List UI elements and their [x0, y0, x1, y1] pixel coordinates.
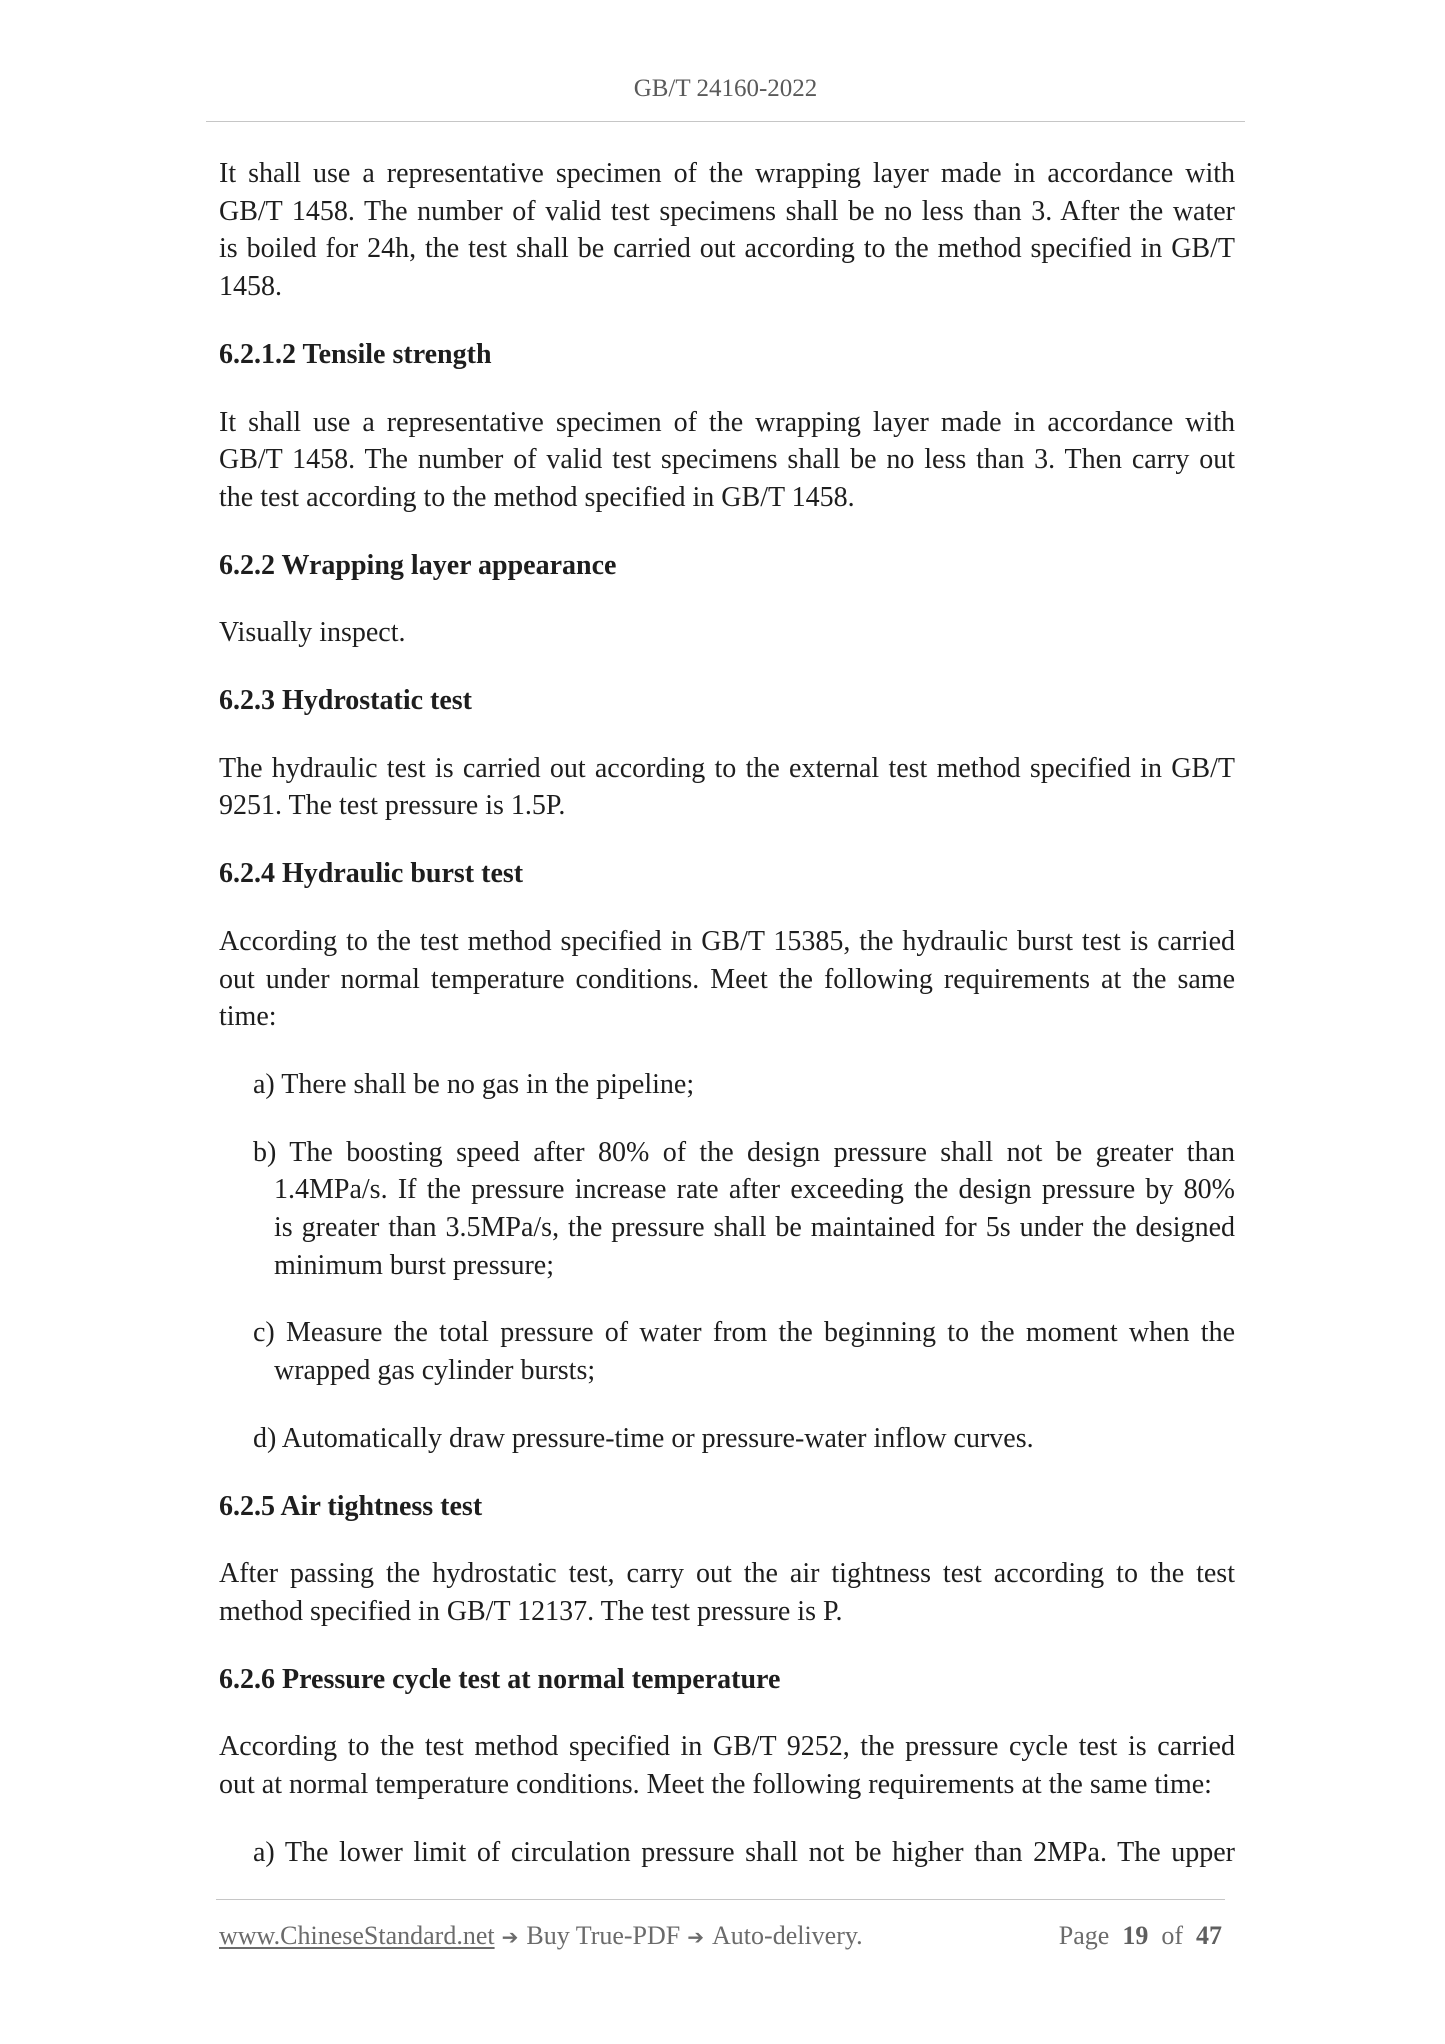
paragraph [219, 614, 1235, 652]
text-line: GB/T 1458. The number of valid test specimens shall be no less than 3. After the water [219, 195, 1235, 227]
text-line: GB/T 1458. The number of valid test specimens shall be no less than 3. Then carry out [219, 444, 1235, 476]
text-line: minimum burst pressure; [274, 1249, 554, 1281]
paragraph [219, 1555, 1235, 1630]
text-line: 1.4MPa/s. If the pressure increase rate after exceeding the design pressure by 80% [274, 1174, 1235, 1206]
buy-pdf-text: Buy True-PDF [526, 1921, 681, 1950]
text-line: is boiled for 24h, the test shall be carried out according to the method specified in GB/T [219, 233, 1235, 265]
text-line: c) Measure the total pressure of water from the beginning to the moment when the [253, 1317, 1235, 1349]
paragraph [219, 1728, 1235, 1803]
text-line: Visually inspect. [219, 617, 406, 649]
text-line: It shall use a representative specimen of the wrapping layer made in accordance with [219, 406, 1235, 438]
text-line: out under normal temperature conditions. Meet the following requirements at the same [219, 963, 1235, 995]
text-line: a) There shall be no gas in the pipeline; [253, 1068, 695, 1100]
paragraph [219, 923, 1235, 1036]
of-label: of [1161, 1921, 1183, 1950]
text-line: method specified in GB/T 12137. The test pressure is P. [219, 1595, 843, 1627]
section-heading-6-2-4: 6.2.4 Hydraulic burst test [219, 858, 524, 890]
paragraph [219, 404, 1235, 517]
section-heading-6-2-2: 6.2.2 Wrapping layer appearance [219, 549, 617, 581]
text-line: It shall use a representative specimen of the wrapping layer made in accordance with [219, 158, 1235, 189]
text-line: After passing the hydrostatic test, carry out the air tightness test according to the test [219, 1558, 1235, 1590]
total-pages: 47 [1196, 1921, 1222, 1950]
footer-promo [219, 1917, 863, 1955]
list-item-a [253, 1834, 1235, 1872]
text-line: According to the test method specified in GB/T 15385, the hydraulic burst test is carried [219, 925, 1235, 957]
text-line: b) The boosting speed after 80% of the design pressure shall not be greater than [253, 1136, 1235, 1168]
list-item-b [253, 1134, 1235, 1285]
text-line: 9251. The test pressure is 1.5P. [219, 790, 566, 822]
page-number [1059, 1917, 1222, 1955]
list-item-a [253, 1066, 1235, 1104]
arrow-right-icon: ➔ [501, 1925, 519, 1949]
text-line: out at normal temperature conditions. Meet the following requirements at the same time: [219, 1769, 1212, 1801]
list-item-d [253, 1420, 1235, 1458]
current-page: 19 [1122, 1921, 1149, 1950]
text-line: is greater than 3.5MPa/s, the pressure shall be maintained for 5s under the designed [274, 1212, 1235, 1244]
section-heading-6-2-6: 6.2.6 Pressure cycle test at normal temperature [219, 1663, 781, 1695]
text-line: time: [219, 1001, 277, 1033]
page-content [219, 155, 1235, 1902]
header-divider [206, 121, 1245, 122]
text-line: a) The lower limit of circulation pressure shall not be higher than 2MPa. The upper [253, 1836, 1235, 1868]
text-line: wrapped gas cylinder bursts; [274, 1355, 596, 1387]
text-line: 1458. [219, 271, 282, 303]
website-link[interactable]: www.ChineseStandard.net [219, 1921, 495, 1950]
arrow-right-icon: ➔ [687, 1925, 705, 1949]
text-line: d) Automatically draw pressure-time or pressure-water inflow curves. [253, 1422, 1034, 1454]
text-line: According to the test method specified in GB/T 9252, the pressure cycle test is carried [219, 1731, 1235, 1763]
text-line: the test according to the method specified in GB/T 1458. [219, 481, 855, 513]
section-heading-6-2-1-2: 6.2.1.2 Tensile strength [219, 338, 492, 370]
text-line: The hydraulic test is carried out according to the external test method specified in GB/T [219, 752, 1235, 784]
document-code-header: GB/T 24160-2022 [633, 75, 818, 102]
footer-divider [216, 1899, 1225, 1900]
page-label: Page [1058, 1921, 1110, 1950]
section-heading-6-2-3: 6.2.3 Hydrostatic test [219, 685, 472, 717]
list-item-c [253, 1314, 1235, 1389]
auto-delivery-text: Auto-delivery. [712, 1921, 863, 1950]
paragraph-intro [219, 155, 1235, 306]
paragraph [219, 750, 1235, 825]
section-heading-6-2-5: 6.2.5 Air tightness test [219, 1490, 483, 1522]
